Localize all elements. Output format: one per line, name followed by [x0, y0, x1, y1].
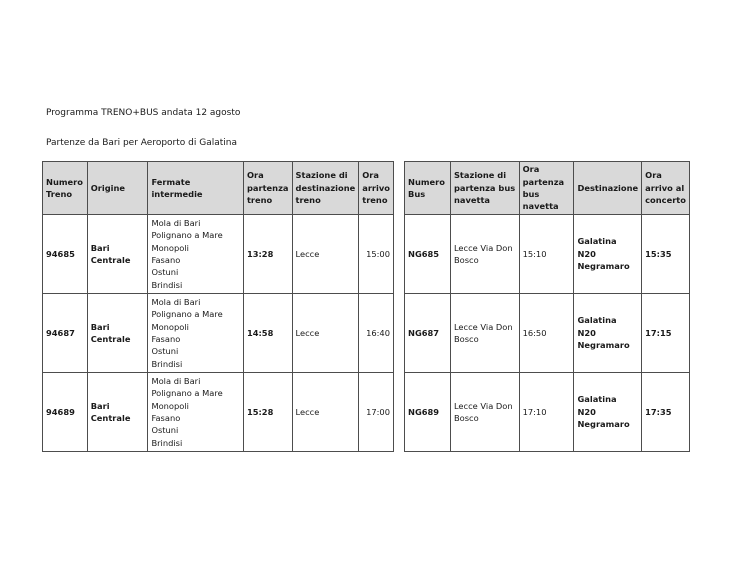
column-header-line: partenza bus — [453, 182, 516, 193]
table-row — [405, 215, 690, 294]
column-header-line: arrivo al — [645, 182, 685, 193]
intermediate-stops-line: Fasano — [151, 255, 181, 265]
table-row — [43, 373, 394, 452]
column-header — [292, 162, 359, 215]
column-header — [450, 162, 519, 215]
bus-destination-line: Negramaro — [577, 340, 630, 351]
bus-destination-line: N20 — [577, 327, 596, 338]
train-origin: Bari Centrale — [87, 215, 148, 294]
bus-destination-line: Galatina — [577, 315, 617, 326]
column-header-line: treno — [295, 195, 321, 206]
column-header — [519, 162, 574, 215]
intermediate-stops-line: Brindisi — [151, 279, 183, 290]
train-departure-time: 14:58 — [243, 294, 292, 373]
train-arrival-time: 15:00 — [359, 215, 394, 294]
intermediate-stops — [148, 294, 244, 373]
column-header-line: partenza — [246, 182, 289, 193]
intermediate-stops — [148, 373, 244, 452]
bus-departure-station — [450, 294, 519, 373]
column-header-line: Origine — [90, 182, 126, 193]
bus-departure-station-line: Lecce Via Don — [453, 400, 513, 411]
train-origin: Bari Centrale — [87, 294, 148, 373]
column-header-line: bus — [522, 189, 540, 199]
train-number: 94685 — [43, 215, 88, 294]
intermediate-stops-line: Ostuni — [151, 425, 179, 436]
column-header-line: Treno — [46, 189, 73, 199]
table-row — [405, 294, 690, 373]
table-row — [43, 294, 394, 373]
document-title: Programma TRENO+BUS andata 12 agosto — [46, 108, 241, 118]
intermediate-stops-line: Ostuni — [151, 346, 179, 357]
column-header — [43, 162, 88, 215]
column-header-line: treno — [246, 195, 273, 206]
train-destination: Lecce — [292, 294, 359, 373]
concert-arrival-time: 17:35 — [642, 373, 690, 452]
column-header-line: Stazione di — [453, 170, 507, 181]
intermediate-stops-line: Mola di Bari — [151, 296, 201, 307]
bus-destination-line: Negramaro — [577, 261, 630, 272]
train-departure-time: 13:28 — [243, 215, 292, 294]
train-arrival-time: 16:40 — [359, 294, 394, 373]
column-header — [243, 162, 292, 215]
intermediate-stops-line: Monopoli — [151, 321, 189, 332]
bus-departure-station-line: Lecce Via Don — [453, 321, 513, 332]
intermediate-stops-line: Fasano — [151, 413, 181, 423]
train-departure-time: 15:28 — [243, 373, 292, 452]
column-header-line: concerto — [645, 195, 686, 206]
column-header-line: Bus — [408, 189, 426, 199]
concert-arrival-time: 17:15 — [642, 294, 690, 373]
train-header-row — [43, 162, 394, 215]
column-header — [642, 162, 690, 215]
train-destination: Lecce — [292, 373, 359, 452]
column-header-line: Ora — [362, 170, 379, 181]
bus-header-row — [405, 162, 690, 215]
column-header — [574, 162, 642, 215]
train-number: 94687 — [43, 294, 88, 373]
bus-destination-line: Negramaro — [577, 419, 630, 430]
column-header-line: partenza — [522, 176, 565, 187]
train-number: 94689 — [43, 373, 88, 452]
intermediate-stops-line: Ostuni — [151, 267, 179, 278]
intermediate-stops-line: Polignano a Mare — [151, 230, 223, 241]
table-row — [405, 373, 690, 452]
column-header-line: Stazione di — [295, 170, 348, 181]
bus-destination — [574, 373, 642, 452]
column-header-line: Numero — [46, 176, 83, 187]
column-header-line: navetta — [453, 195, 491, 206]
bus-table-body — [405, 215, 690, 452]
bus-departure-station-line: Bosco — [453, 334, 479, 344]
column-header-line: treno — [362, 195, 388, 206]
bus-departure-time: 17:10 — [519, 373, 574, 452]
column-header-line: Destinazione — [577, 182, 639, 193]
bus-destination-line: Galatina — [577, 394, 617, 405]
train-arrival-time: 17:00 — [359, 373, 394, 452]
column-header — [87, 162, 148, 215]
bus-departure-time: 16:50 — [519, 294, 574, 373]
column-header-line: destinazione — [295, 182, 356, 193]
bus-departure-station — [450, 373, 519, 452]
bus-departure-station-line: Lecce Via Don — [453, 242, 513, 253]
bus-destination-line: N20 — [577, 406, 596, 417]
column-header-line: navetta — [522, 201, 559, 212]
intermediate-stops — [148, 215, 244, 294]
train-origin: Bari Centrale — [87, 373, 148, 452]
bus-departure-time: 15:10 — [519, 215, 574, 294]
bus-destination-line: Galatina — [577, 236, 617, 247]
bus-departure-station — [450, 215, 519, 294]
bus-destination — [574, 294, 642, 373]
column-header-line: arrivo — [362, 182, 390, 193]
column-header-line: Numero — [408, 176, 445, 187]
table-row — [43, 215, 394, 294]
intermediate-stops-line: Fasano — [151, 334, 181, 344]
intermediate-stops-line: Brindisi — [151, 437, 183, 448]
column-header-line: Ora — [645, 170, 662, 181]
intermediate-stops-line: Brindisi — [151, 358, 183, 369]
column-header — [148, 162, 244, 215]
intermediate-stops-line: Polignano a Mare — [151, 388, 223, 399]
column-header-line: Ora — [522, 164, 540, 175]
intermediate-stops-line: Polignano a Mare — [151, 309, 223, 320]
bus-number: NG685 — [405, 215, 451, 294]
document-subtitle: Partenze da Bari per Aeroporto di Galatina — [46, 138, 237, 148]
intermediate-stops-line: Mola di Bari — [151, 375, 201, 386]
column-header-line: Ora — [246, 170, 264, 181]
intermediate-stops-line: Mola di Bari — [151, 217, 201, 228]
concert-arrival-time: 15:35 — [642, 215, 690, 294]
bus-schedule-table — [404, 161, 690, 452]
bus-number: NG689 — [405, 373, 451, 452]
train-table-body — [43, 215, 394, 452]
column-header-line: Fermate intermedie — [151, 176, 203, 199]
intermediate-stops-line: Monopoli — [151, 242, 189, 253]
intermediate-stops-line: Monopoli — [151, 400, 189, 411]
bus-departure-station-line: Bosco — [453, 255, 479, 265]
bus-destination — [574, 215, 642, 294]
bus-number: NG687 — [405, 294, 451, 373]
column-header — [359, 162, 394, 215]
column-header — [405, 162, 451, 215]
bus-departure-station-line: Bosco — [453, 413, 479, 423]
train-schedule-table — [42, 161, 394, 452]
train-destination: Lecce — [292, 215, 359, 294]
bus-destination-line: N20 — [577, 248, 596, 259]
